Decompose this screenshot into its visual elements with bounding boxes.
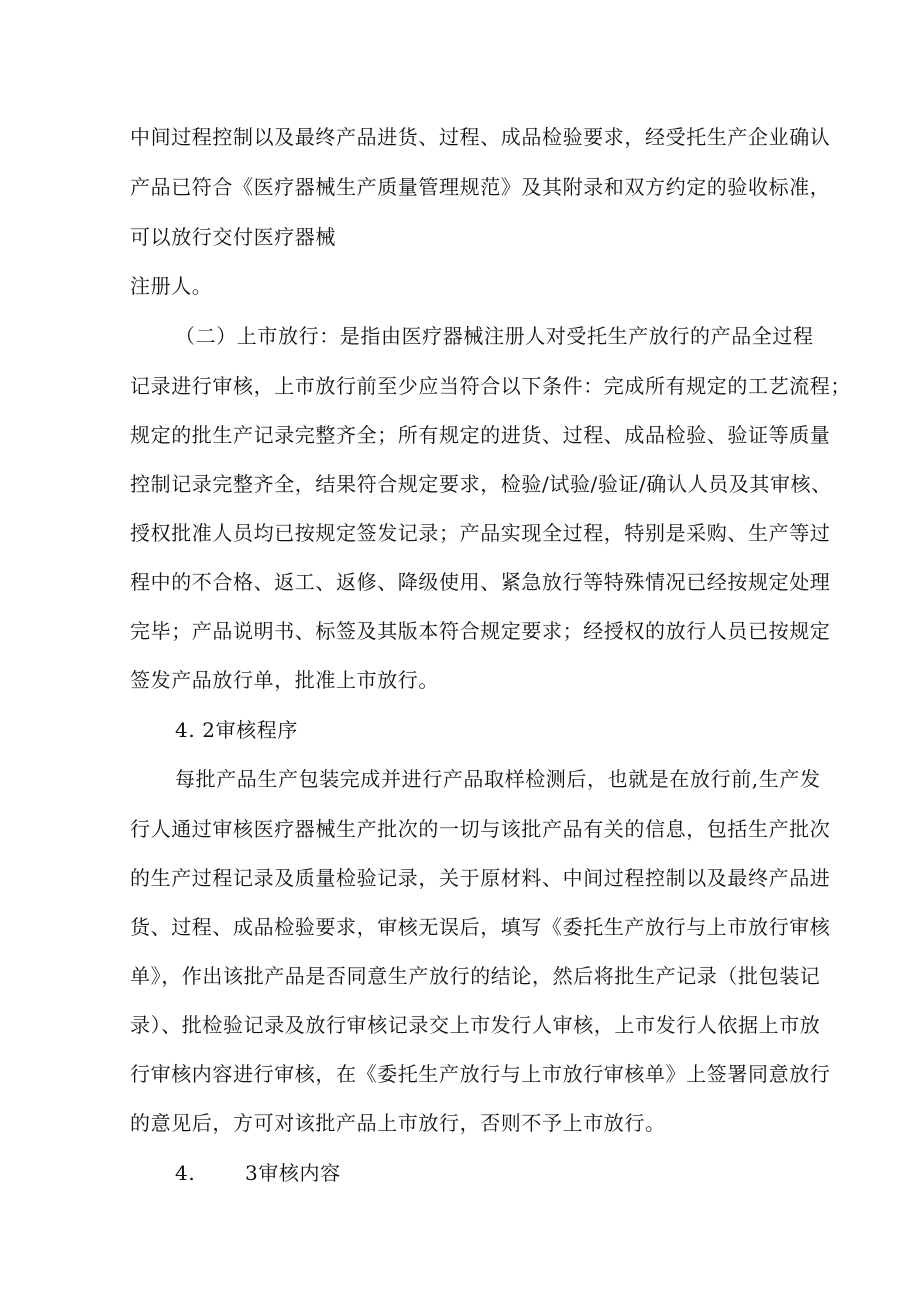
paragraph-line: 签发产品放行单，批准上市放行。: [130, 668, 439, 692]
paragraph-line: 的生产过程记录及质量检验记录，关于原材料、中间过程控制以及最终产品进: [130, 866, 831, 890]
paragraph-line: 控制记录完整齐全，结果符合规定要求，检验/试验/验证/确认人员及其审核、: [130, 472, 832, 496]
paragraph-line: 行人通过审核医疗器械生产批次的一切与该批产品有关的信息，包括生产批次: [130, 817, 831, 841]
paragraph-line: 行审核内容进行审核，在《委托生产放行与上市放行审核单》上签署同意放行: [130, 1062, 831, 1086]
paragraph-line: 注册人。: [130, 274, 213, 298]
paragraph-line: 货、过程、成品检验要求，审核无误后，填写《委托生产放行与上市放行审核: [130, 915, 831, 939]
paragraph-line: 可以放行交付医疗器械: [130, 225, 336, 249]
paragraph-line: 每批产品生产包装完成并进行产品取样检测后，也就是在放行前,生产发: [175, 767, 821, 791]
paragraph-line: 程中的不合格、返工、返修、降级使用、紧急放行等特殊情况已经按规定处理: [130, 570, 831, 594]
paragraph-line: 规定的批生产记录完整齐全；所有规定的进货、过程、成品检验、验证等质量: [130, 423, 831, 447]
section-heading-title: 3审核内容: [245, 1161, 341, 1185]
paragraph-line: 记录进行审核，上市放行前至少应当符合以下条件：完成所有规定的工艺流程；: [130, 374, 851, 398]
paragraph-line: 完毕；产品说明书、标签及其版本符合规定要求；经授权的放行人员已按规定: [130, 619, 831, 643]
paragraph-line: 单》，作出该批产品是否同意生产放行的结论，然后将批生产记录（批包装记: [130, 964, 821, 988]
section-heading: 4. 2审核程序: [175, 718, 298, 742]
paragraph-line: 授权批准人员均已按规定签发记录；产品实现全过程，特别是采购、生产等过: [130, 521, 831, 545]
paragraph-line: 录）、批检验记录及放行审核记录交上市发行人审核，上市发行人依据上市放: [130, 1013, 821, 1037]
paragraph-line: 中间过程控制以及最终产品进货、过程、成品检验要求，经受托生产企业确认: [130, 125, 831, 149]
paragraph-line: 产品已符合《医疗器械生产质量管理规范》及其附录和双方约定的验收标准，: [130, 175, 831, 199]
paragraph-line: （二）上市放行：是指由医疗器械注册人对受托生产放行的产品全过程: [175, 324, 814, 348]
section-heading-number: 4.: [175, 1161, 196, 1185]
paragraph-line: 的意见后，方可对该批产品上市放行，否则不予上市放行。: [130, 1111, 666, 1135]
